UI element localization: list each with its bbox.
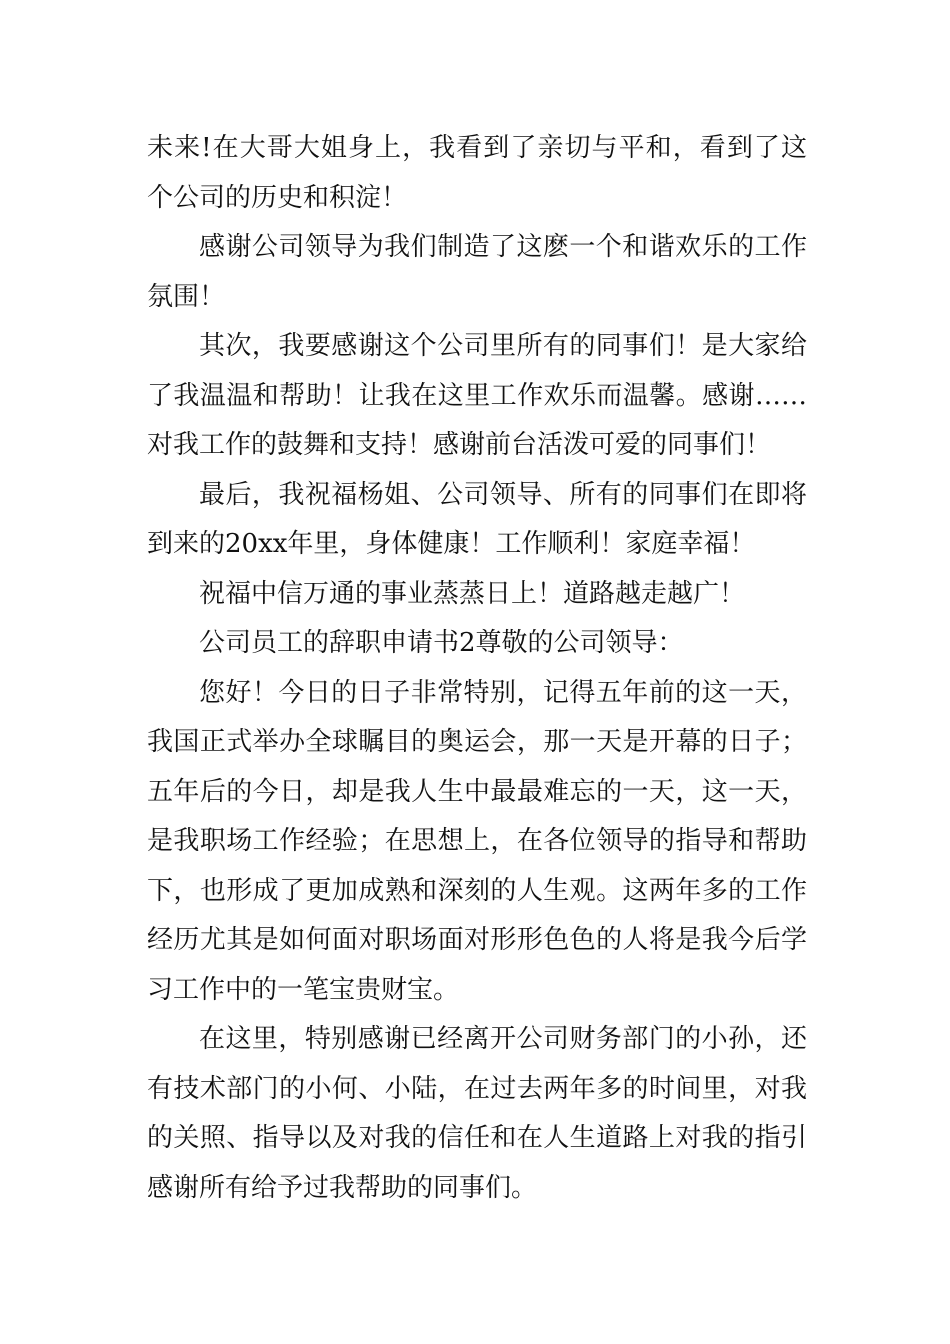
paragraph-3: 其次，我要感谢这个公司里所有的同事们！是大家给了我温温和帮助！让我在这里工作欢乐而温馨。感谢……对我工作的鼓舞和支持！感谢前台活泼可爱的同事们！ <box>147 331 807 460</box>
paragraph-6: 公司员工的辞职申请书2尊敬的公司领导： <box>199 628 684 658</box>
document-body <box>147 124 807 1213</box>
paragraph-2: 感谢公司领导为我们制造了这麽一个和谐欢乐的工作氛围！ <box>147 232 807 312</box>
paragraph-5: 祝福中信万通的事业蒸蒸日上！道路越走越广！ <box>199 578 746 609</box>
paragraph-7: 您好！今日的日子非常特别，记得五年前的这一天，我国正式举办全球瞩目的奥运会，那一天是开幕的日子；五年后的今日，却是我人生中最最难忘的一天，这一天，是我职场工作经验；在思想上，在各位领导的指导和帮助下，也形成了更加成熟和深刻的人生观。这两年多的工作经历尤其是如何面对职场面对形形色色的人将是我今后学习工作中的一笔宝贵财宝。 <box>147 677 807 1005</box>
paragraph-1: 未来!在大哥大姐身上，我看到了亲切与平和，看到了这个公司的历史和积淀！ <box>147 133 807 213</box>
paragraph-8: 在这里，特别感谢已经离开公司财务部门的小孙，还有技术部门的小何、小陆，在过去两年多的时间里，对我的关照、指导以及对我的信任和在人生道路上对我的指引感谢所有给予过我帮助的同事们。 <box>147 1024 807 1203</box>
paragraph-4: 最后，我祝福杨姐、公司领导、所有的同事们在即将到来的20xx年里，身体健康！工作顺利！家庭幸福！ <box>147 479 807 559</box>
